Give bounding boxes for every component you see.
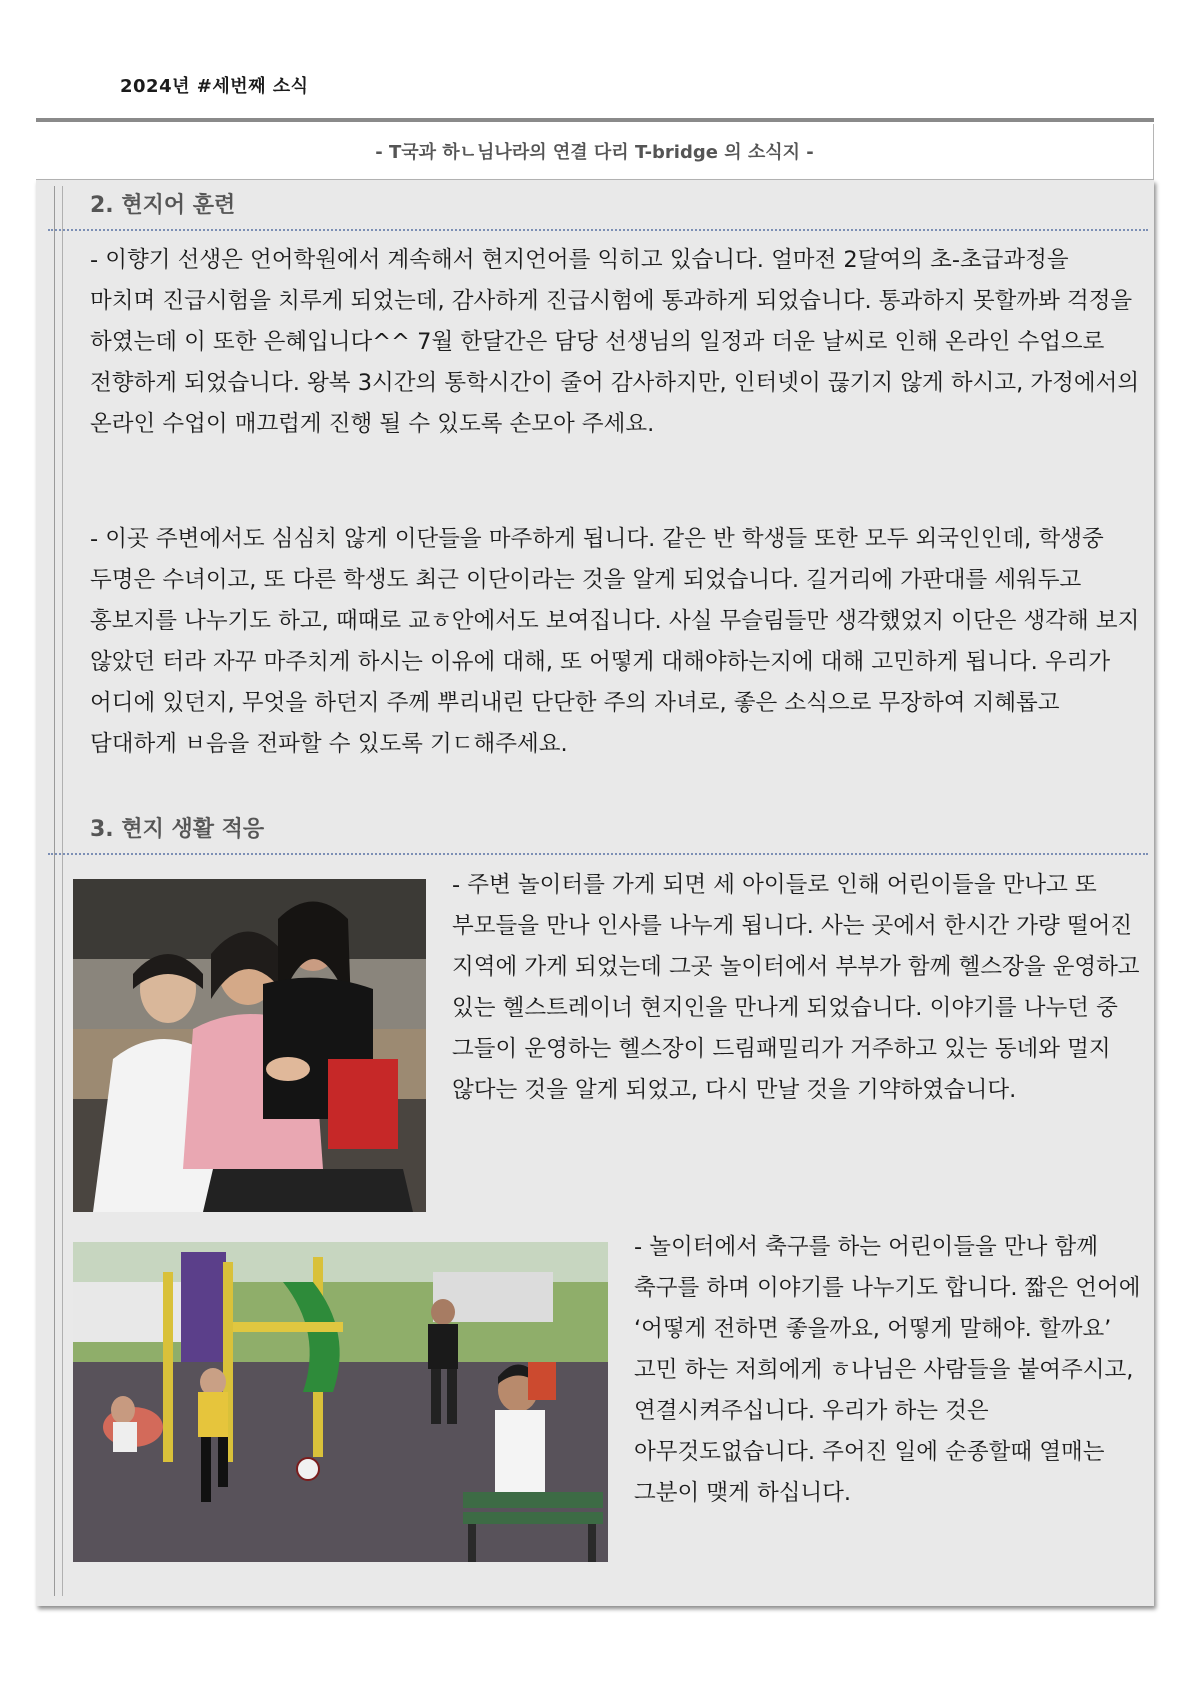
paragraph-language-study: - 이향기 선생은 언어학원에서 계속해서 현지언어를 익히고 있습니다. 얼마전 2달여의 초-초급과정을 마치며 진급시험을 치루게 되었는데, 감사하게 진급시험에 통과하게 되었습니다. 통과하지 못할까봐 걱정을 하였는데 이 또한 은혜입니다^^ 7월 한달간은 담당 선생님의 일정과 더운 날씨로 인해 온라인 수업으로 전향하게 되었습니다. 왕복 3시간의 통학시간이 줄어 감사하지만, 인터넷이 끊기지 않게 하시고, 가정에서의 온라인 수업이 매끄럽게 진행 될 수 있도록 손모아 주세요. bbox=[90, 247, 1140, 437]
photo-playground-football bbox=[73, 1242, 608, 1562]
page-header-title: 2024년 #세번째 소식 bbox=[120, 76, 309, 97]
newsletter-banner bbox=[36, 124, 1154, 180]
paragraph-heresy-encounters: - 이곳 주변에서도 심심치 않게 이단들을 마주하게 됩니다. 같은 반 학생들 또한 모두 외국인인데, 학생중 두명은 수녀이고, 또 다른 학생도 최근 이단이라는 것을 알게 되었습니다. 길거리에 가판대를 세워두고 홍보지를 나누기도 하고, 때때로 교ㅎ안에서도 보여집니다. 사실 무슬림들만 생각했었지 이단은 생각해 보지 않았던 터라 자꾸 마주치게 하시는 이유에 대해, 또 어떻게 대해야하는지에 대해 고민하게 됩니다. 우리가 어디에 있던지, 무엇을 하던지 주께 뿌리내린 단단한 주의 자녀로, 좋은 소식으로 무장하여 지혜롭고 담대하게 ㅂ음을 전파할 수 있도록 기ㄷ해주세요. bbox=[90, 526, 1140, 757]
header-rule bbox=[36, 118, 1154, 122]
panel-border-line bbox=[54, 186, 55, 1596]
section-heading-life-adaptation: 3. 현지 생활 적응 bbox=[90, 817, 265, 842]
banner-text: - T국과 하ㄴ님나라의 연결 다리 T-bridge 의 소식지 - bbox=[375, 142, 814, 163]
section-divider bbox=[48, 229, 1148, 231]
photo-family-bench bbox=[73, 879, 426, 1212]
paragraph-football-kids: - 놀이터에서 축구를 하는 어린이들을 만나 함께 축구를 하며 이야기를 나누기도 합니다. 짧은 언어에 ‘어떻게 전하면 좋을까요, 어떻게 말해야. 할까요’ 고민 하는 저희에게 ㅎ나님은 사람들을 붙여주시고, 연결시켜주십니다. 우리가 하는 것은 아무것도없습니다. 주어진 일에 순종할때 열매는 그분이 맺게 하십니다. bbox=[634, 1234, 1141, 1506]
section-heading-language-training: 2. 현지어 훈련 bbox=[90, 193, 236, 218]
panel-border-line-inner bbox=[62, 186, 63, 1596]
paragraph-playground-meeting: - 주변 놀이터를 가게 되면 세 아이들로 인해 어린이들을 만나고 또 부모들을 만나 인사를 나누게 됩니다. 사는 곳에서 한시간 가량 떨어진 지역에 가게 되었는데 그곳 놀이터에서 부부가 함께 헬스장을 운영하고 있는 헬스트레이너 현지인을 만나게 되었습니다. 이야기를 나누던 중 그들이 운영하는 헬스장이 드림패밀리가 거주하고 있는 동네와 멀지 않다는 것을 알게 되었고, 다시 만날 것을 기약하였습니다. bbox=[452, 872, 1140, 1103]
section-divider bbox=[48, 853, 1148, 855]
